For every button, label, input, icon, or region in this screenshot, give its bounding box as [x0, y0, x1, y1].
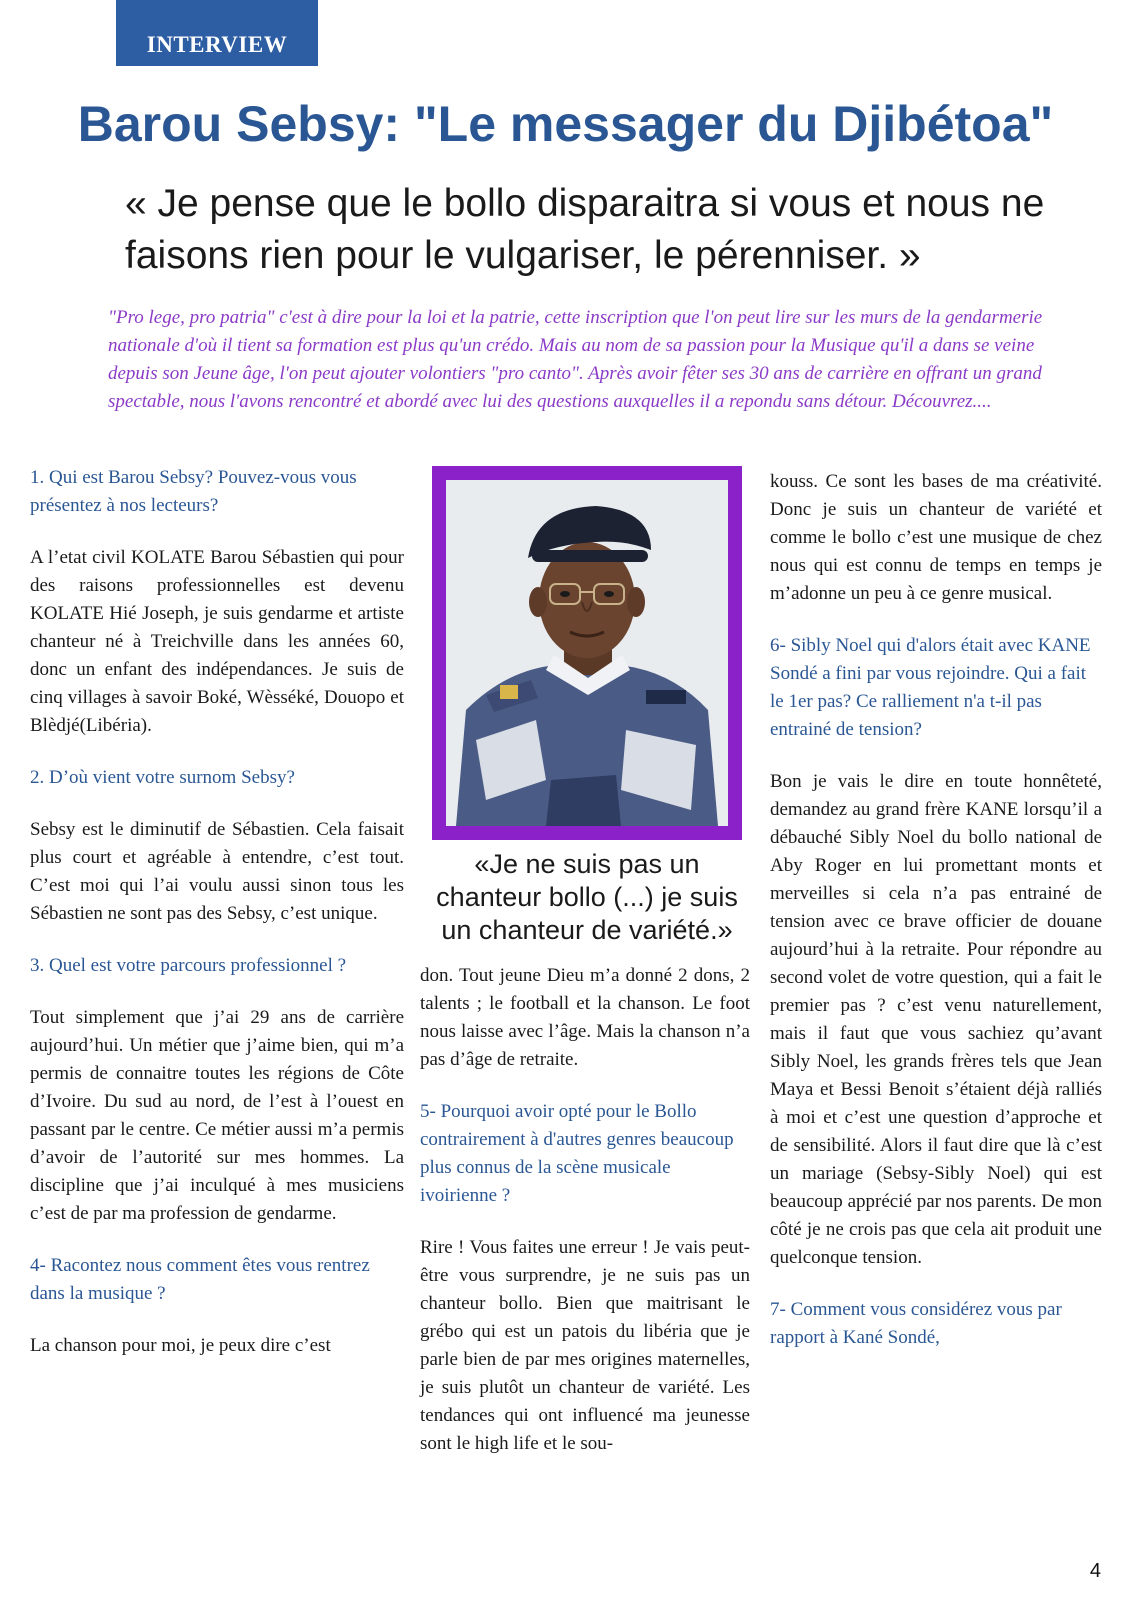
page-number: 4 [1089, 1560, 1101, 1582]
question-2: 2. D’où vient votre surnom Sebsy? [30, 767, 295, 788]
photo-frame [432, 466, 742, 840]
answer-2: Sebsy est le diminutif de Sébastien. Cela faisait plus court et agréable à entendre, c’est tout. C’est moi qui l’ai voulu aussi sinon tous les Sébastien ne sont pas des Sebsy, c’est unique. [30, 819, 404, 924]
answer-5-start: Rire ! Vous faites une erreur ! Je vais peut-être vous surprendre, je ne suis pas un chanteur bollo. Bien que maitrisant le grébo qui est un patois du libéria que je parle bien de par mes origines maternelles, je suis plutôt un chanteur de variété. Les tendances qui ont influencé ma jeunesse sont le high life et le sou- [420, 1237, 750, 1454]
question-6: 6- Sibly Noel qui d'alors était avec KANE Sondé a fini par vous rejoindre. Qui a fait le 1er pas? Ce ralliement n'a t-il pas entrainé de tension? [770, 635, 1091, 740]
answer-3: Tout simplement que j’ai 29 ans de carrière aujourd’hui. Un métier que j’aime bien, qui m’a permis de connaitre toutes les régions de Côte d’Ivoire. Du sud au nord, de l’est à l’ouest en passant par le centre. Ce métier aussi m’a permis d’avoir de l’autorité sur mes hommes. La discipline que j’ai inculqué à mes musiciens c’est de par ma profession de gendarme. [30, 1007, 404, 1224]
question-1: 1. Qui est Barou Sebsy? Pouvez-vous vous présentez à nos lecteurs? [30, 467, 357, 516]
pull-quote: « Je pense que le bollo disparaitra si vous et nous ne faisons rien pour le vulgariser, le pérenniser. » [125, 182, 1045, 277]
column-left [30, 464, 404, 1384]
answer-4-end: don. Tout jeune Dieu m’a donné 2 dons, 2 talents ; le football et la chanson. Le foot nous laisse avec l’âge. Mais la chanson n’a pas d’âge de retraite. [420, 965, 750, 1070]
answer-6: Bon je vais le dire en toute honnêteté, demandez au grand frère KANE lorsqu’il a débauché Sibly Noel du bollo national de Aby Roger en lui promettant monts et merveilles si cela n’a pas entrainé de tension avec ce brave officier de douane aujourd’hui à la retraite. Pour répondre au second volet de votre question, qui a fait le premier pas ? c’est venu naturellement, mais il faut que vous sachiez qu’avant Sibly Noel, les grands frères tels que Jean Maya et Bessi Benoit s’étaient déjà ralliés à moi et c’est une question d’approche et de sensibilité. Alors il faut dire que là c’est un mariage (Sebsy-Sibly Noel) qui est beaucoup apprécié par nos parents. De mon côté je ne crois pas que cela ait produit une quelconque tension. [770, 771, 1102, 1268]
answer-4-start: La chanson pour moi, je peux dire c’est [30, 1335, 331, 1356]
portrait-photo [446, 480, 728, 826]
answer-1: A l’etat civil KOLATE Barou Sébastien qui pour des raisons professionnelles est devenu KOLATE Hié Joseph, je suis gendarme et artiste chanteur né à Treichville dans les années 60, donc un enfant des indépendances. Je suis de cinq villages à savoir Boké, Wèsséké, Douopo et Blèdjé(Libéria). [30, 547, 404, 736]
intro-paragraph: "Pro lege, pro patria" c'est à dire pour la loi et la patrie, cette inscription que l'on peut lire sur les murs de la gendarmerie nationale d'où il tient sa formation est plus qu'un crédo. Mais au nom de sa passion pour la Musique qu'il a dans se veine depuis son Jeune âge, l'on peut ajouter volontiers "pro canto". Après avoir fêter ses 30 ans de carrière en offrant un grand spectable, nous l'avons rencontré et abordé avec lui des questions auxquelles il a repondu sans détour. Découvrez.... [108, 307, 1043, 412]
photo-caption: «Je ne suis pas un chanteur bollo (...) je suis un chanteur de variété.» [436, 849, 738, 945]
question-5: 5- Pourquoi avoir opté pour le Bollo contrairement à d'autres genres beaucoup plus connus de la scène musicale ivoirienne ? [420, 1101, 734, 1206]
portrait-illustration [446, 480, 728, 826]
answer-5-end: kouss. Ce sont les bases de ma créativité. Donc je suis un chanteur de variété et comme le bollo c’est une musique de chez nous qui est connu de temps en temps je m’adonne un peu à ce genre musical. [770, 471, 1102, 604]
section-tag: INTERVIEW [116, 0, 318, 66]
question-7: 7- Comment vous considérez vous par rapport à Kané Sondé, [770, 1299, 1062, 1348]
question-3: 3. Quel est votre parcours professionnel ? [30, 955, 347, 976]
article-title: Barou Sebsy: "Le messager du Djibétoa" [77, 96, 1054, 152]
column-right [770, 468, 1102, 1376]
question-4: 4- Racontez nous comment êtes vous rentrez dans la musique ? [30, 1255, 370, 1304]
column-middle [420, 962, 750, 1482]
